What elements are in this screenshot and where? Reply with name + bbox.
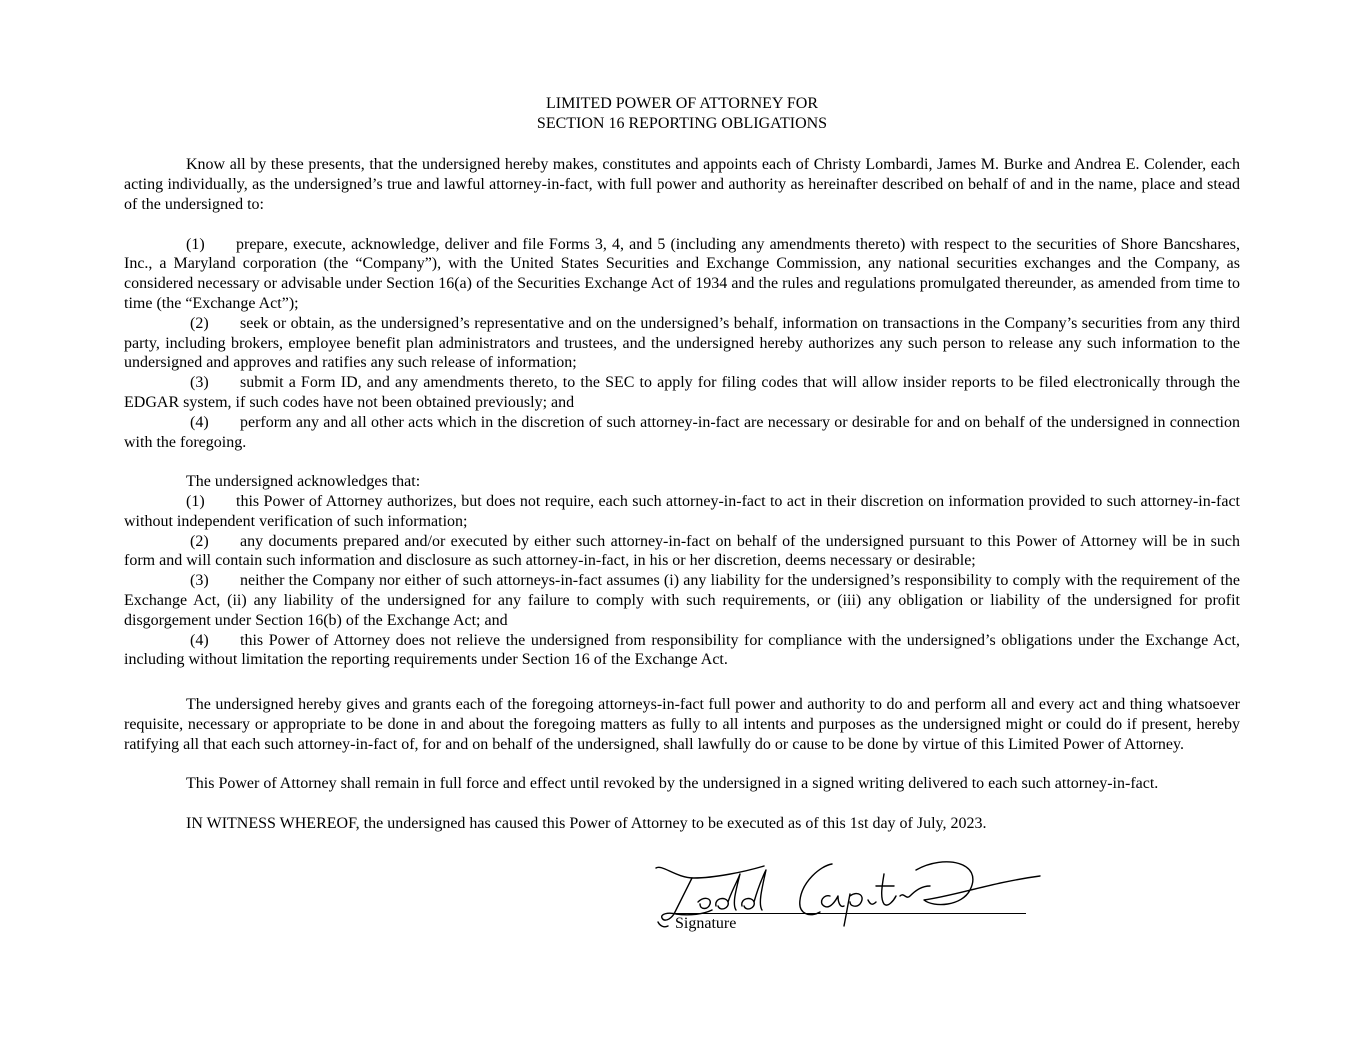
ack-item-number: (2) — [190, 532, 209, 550]
power-item-4 — [124, 413, 1240, 453]
document-body — [124, 94, 1240, 834]
witness-paragraph: IN WITNESS WHEREOF, the undersigned has caused this Power of Attorney to be executed as of this 1st day of July, 2023. — [186, 814, 987, 832]
ack-item-1 — [124, 492, 1240, 532]
spacer — [124, 452, 1240, 472]
ack-item-number: (1) — [186, 492, 205, 510]
spacer — [124, 670, 1240, 695]
power-item-3 — [124, 373, 1240, 413]
ack-item-number: (3) — [190, 572, 209, 590]
ack-item-3 — [124, 571, 1240, 630]
ack-item-number: (4) — [190, 631, 209, 649]
ack-item-text: any documents prepared and/or executed by either such attorney-in-fact on behalf of the undersigned pursuant to this Power of Attorney will be in such form and will contain such information and disclosure as such attorney-in-fact, in his or her discretion, deems necessary or desirable; — [124, 532, 1240, 570]
power-item-text: perform any and all other acts which in the discretion of such attorney-in-fact are necessary or desirable for and on behalf of the undersigned in connection with the foregoing. — [124, 413, 1240, 451]
ack-item-2 — [124, 532, 1240, 572]
power-item-number: (4) — [190, 413, 209, 431]
acknowledgement-intro: The undersigned acknowledges that: — [186, 473, 421, 491]
power-item-1 — [124, 235, 1240, 314]
power-item-2 — [124, 314, 1240, 373]
document-title-line-2: SECTION 16 REPORTING OBLIGATIONS — [536, 114, 828, 132]
ack-item-4 — [124, 631, 1240, 671]
power-item-text: seek or obtain, as the undersigned’s representative and on the undersigned’s behalf, information on transactions in the Company’s securities from any third party, including brokers, employee benefit plan administrators and trustees, and the undersigned hereby authorizes any such person to release any such information to the undersigned and approves and ratifies any such release of information; — [124, 314, 1240, 372]
power-item-number: (1) — [186, 235, 205, 253]
spacer — [124, 134, 1240, 154]
signature-line — [674, 913, 1026, 914]
ack-item-text: this Power of Attorney does not relieve the undersigned from responsibility for compliance with the undersigned’s obligations under the Exchange Act, including without limitation the reporting requirements under Section 16 of the Exchange Act. — [124, 631, 1240, 669]
ack-item-text: this Power of Attorney authorizes, but does not require, each such attorney-in-fact to act in their discretion on information provided to such attorney-in-fact without independent verification of such information; — [124, 492, 1240, 530]
duration-paragraph: This Power of Attorney shall remain in full force and effect until revoked by the undersigned in a signed writing delivered to each such attorney-in-fact. — [186, 775, 1159, 793]
ack-item-text: neither the Company nor either of such attorneys-in-fact assumes (i) any liability for the undersigned’s responsibility to comply with the requirement of the Exchange Act, (ii) any liability of the undersigned for any failure to comply with such requirements, or (iii) any obligation or liability of the undersigned for profit disgorgement under Section 16(b) of the Exchange Act; and — [124, 572, 1240, 629]
power-item-text: submit a Form ID, and any amendments thereto, to the SEC to apply for filing codes that will allow insider reports to be filed electronically through the EDGAR system, if such codes have not been obtained previously; and — [124, 374, 1240, 411]
spacer — [124, 215, 1240, 235]
spacer — [124, 794, 1240, 814]
signature-block — [654, 856, 1046, 936]
power-item-number: (3) — [190, 374, 209, 392]
power-item-text: prepare, execute, acknowledge, deliver and file Forms 3, 4, and 5 (including any amendments thereto) with respect to the securities of Shore Bancshares, Inc., a Maryland corporation (the “Company”), with the United States Securities and Exchange Commission, any national securities exchanges and the Company, as considered necessary or advisable under Section 16(a) of the Securities Exchange Act of 1934 and the rules and regulations promulgated thereunder, as amended from time to time (the “Exchange Act”); — [124, 235, 1240, 312]
spacer — [124, 755, 1240, 775]
signature-label: Signature — [675, 915, 737, 932]
grant-paragraph: The undersigned hereby gives and grants each of the foregoing attorneys-in-fact full power and authority to do and perform all and every act and thing whatsoever requisite, necessary or appropriate to be done in and about the foregoing matters as fully to all intents and purposes as the undersigned might or could do if present, hereby ratifying all that each such attorney-in-fact of, for and on behalf of the undersigned, shall lawfully do or cause to be done by virtue of this Limited Power of Attorney. — [124, 696, 1240, 753]
power-item-number: (2) — [190, 314, 209, 332]
document-title-line-1: LIMITED POWER OF ATTORNEY FOR — [545, 95, 818, 112]
intro-paragraph: Know all by these presents, that the undersigned hereby makes, constitutes and appoints each of Christy Lombardi, James M. Burke and Andrea E. Colender, each acting individually, as the undersigned’s true and lawful attorney-in-fact, with full power and authority as hereinafter described on behalf of and in the name, place and stead of the undersigned to: — [124, 156, 1240, 213]
